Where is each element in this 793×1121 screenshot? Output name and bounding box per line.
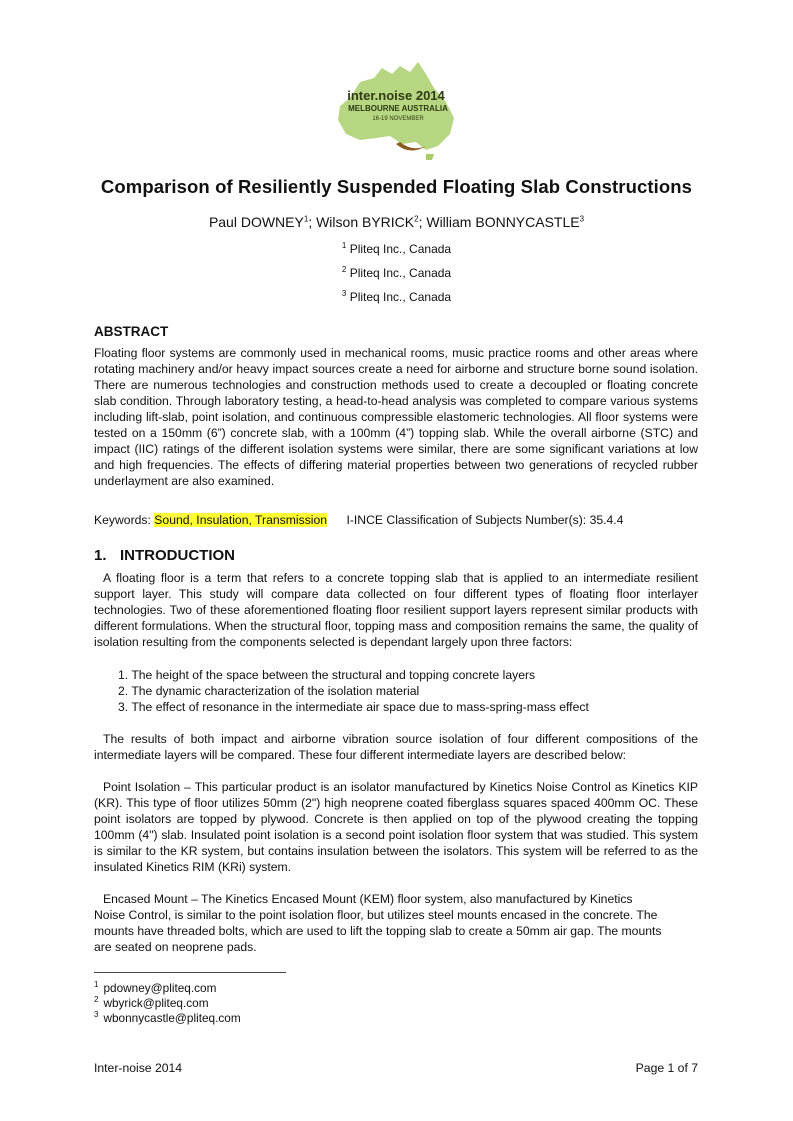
footnote-mark: 1 — [94, 980, 99, 990]
intro-paragraph-1: A floating floor is a term that refers to a concrete topping slab that is applied to an intermediate resilient support layer. This study will compare data collected on four different types of floating floor interlayer technologies. Two of these aforementioned floating floor resilient support layers represent similar products with different formulations. When the structural floor, topping mass and composition remains the same, the quality of isolation resulting from the components selected is dependant largely upon three factors: — [94, 571, 698, 649]
section-heading — [94, 547, 235, 564]
abstract-heading: ABSTRACT — [94, 324, 169, 339]
author-list: Paul DOWNEY$^1$; Wilson BYRICK$^2$; William BONNYCASTLE$^3$ — [208, 214, 585, 230]
classification-text: I-INCE Classification of Subjects Number(s): 35.4.4 — [346, 513, 624, 527]
affiliation-mark: 1 — [341, 241, 347, 250]
australia-map-logo — [330, 58, 462, 162]
factor-list-item: 1. The height of the space between the structural and topping concrete layers — [118, 668, 536, 682]
footnote-email: wbyrick@pliteq.com — [103, 996, 209, 1010]
author-mark: 2 — [414, 214, 419, 224]
paragraph-line: mounts have threaded bolts, which are used to lift the topping slab to create a 50mm air gap. The mounts — [94, 924, 662, 938]
footnote-email: wbonnycastle@pliteq.com — [103, 1011, 241, 1025]
affiliation-text: Pliteq Inc., Canada — [349, 242, 452, 256]
footnote — [94, 981, 216, 996]
factor-list-item: 2. The dynamic characterization of the isolation material — [118, 684, 420, 698]
factor-list-item: 3. The effect of resonance in the intermediate air space due to mass-spring-mass effect — [118, 700, 589, 714]
author-mark: 3 — [579, 214, 585, 224]
logo-line2: MELBOURNE AUSTRALIA — [348, 104, 448, 113]
conference-logo — [330, 58, 462, 162]
footnote-divider — [94, 972, 286, 973]
point-isolation-paragraph: Point Isolation – This particular product is an isolator manufactured by Kinetics Noise Control as Kinetics KIP (KR). This type of floor utilizes 50mm (2") high neoprene coated fiberglass squares spaced 400mm OC. These point isolators are topped by plywood. Concrete is then applied on top of the plywood creating the topping 100mm (4") slab. Insulated point isolation is a second point isolation floor system that was studied. This system is similar to the KR system, but contains insulation between the isolators. This system will be referred to as the insulated Kinetics RIM (KRi) system. — [94, 780, 698, 874]
footnote — [94, 996, 209, 1011]
intro-paragraph-2: The results of both impact and airborne vibration source isolation of four different compositions of the intermediate layers will be compared. These four different intermediate layers are described below: — [94, 732, 698, 762]
logo-line3: 16-19 NOVEMBER — [372, 116, 424, 122]
author-name: Paul DOWNEY — [208, 214, 304, 230]
paragraph-line: Encased Mount – The Kinetics Encased Mount (KEM) floor system, also manufactured by Kinetics — [103, 892, 633, 906]
affiliation — [0, 242, 793, 256]
affiliation-text: Pliteq Inc., Canada — [349, 266, 452, 280]
author-name: William BONNYCASTLE — [426, 214, 580, 230]
footnote-email: pdowney@pliteq.com — [103, 981, 217, 995]
paper-title: Comparison of Resiliently Suspended Floating Slab Constructions — [100, 176, 693, 197]
keywords-line — [94, 513, 623, 527]
affiliation — [0, 290, 793, 304]
keywords-label: Keywords: — [94, 513, 151, 527]
section-title: INTRODUCTION — [120, 547, 235, 564]
paragraph-line: are seated on neoprene pads. — [94, 940, 257, 954]
footnote-mark: 3 — [94, 1010, 99, 1020]
footer-page-number: Page 1 of 7 — [635, 1061, 698, 1075]
author-name: Wilson BYRICK — [316, 214, 415, 230]
author-mark: 1 — [303, 214, 309, 224]
affiliation — [0, 266, 793, 280]
abstract-text: Floating floor systems are commonly used in mechanical rooms, music practice rooms and other areas where rotating machinery and/or heavy impact sources create a need for airborne and structure borne sound isolation. There are numerous technologies and construction methods used to create a decoupled or floating concrete slab condition. Through laboratory testing, a head-to-head analysis was completed to compare various systems including lift-slab, point isolation, and continuous compressible elastomeric technologies. All floor systems were tested on a 150mm (6”) concrete slab, with a 100mm (4”) topping slab. While the overall airborne (STC) and impact (IIC) ratings of the different isolation systems were similar, there are some significant variations at low and high frequencies. The effects of differing material properties between two generations of recycled rubber underlayment are also examined. — [94, 346, 698, 488]
tasmania-shape — [426, 154, 434, 160]
logo-line1: inter.noise 2014 — [347, 88, 445, 103]
keywords-terms: Sound, Insulation, Transmission — [154, 513, 328, 527]
footer-conference: Inter-noise 2014 — [94, 1061, 183, 1075]
section-number: 1. — [94, 547, 107, 564]
paragraph-line: Noise Control, is similar to the point isolation floor, but utilizes steel mounts encased in the concrete. The — [94, 908, 658, 922]
encased-mount-paragraph — [94, 891, 698, 955]
footnote — [94, 1011, 241, 1026]
footnote-mark: 2 — [94, 995, 99, 1005]
affiliation-mark: 3 — [341, 289, 347, 298]
affiliation-mark: 2 — [341, 265, 347, 274]
affiliation-text: Pliteq Inc., Canada — [349, 290, 452, 304]
